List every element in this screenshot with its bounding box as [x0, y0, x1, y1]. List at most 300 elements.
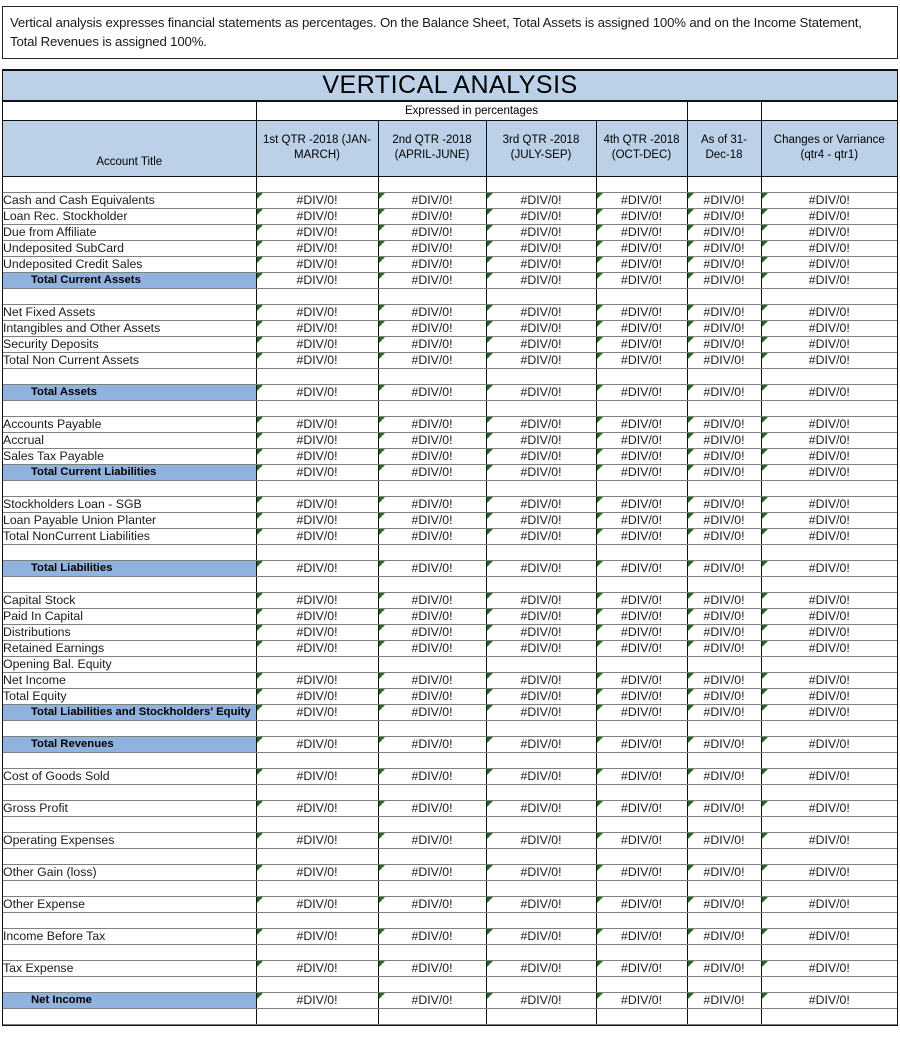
- row-label[interactable]: Net Income: [3, 672, 256, 688]
- cell-error-value[interactable]: #DIV/0!: [486, 688, 596, 704]
- cell-empty[interactable]: [256, 576, 378, 592]
- cell-error-value[interactable]: #DIV/0!: [486, 768, 596, 784]
- cell-empty[interactable]: [256, 1008, 378, 1024]
- cell-empty[interactable]: [378, 944, 486, 960]
- cell-error-value[interactable]: #DIV/0!: [687, 448, 761, 464]
- cell-error-value[interactable]: #DIV/0!: [687, 896, 761, 912]
- cell-error-value[interactable]: #DIV/0!: [687, 608, 761, 624]
- cell-empty[interactable]: [486, 976, 596, 992]
- cell-empty[interactable]: [256, 880, 378, 896]
- cell-error-value[interactable]: #DIV/0!: [486, 672, 596, 688]
- row-label[interactable]: Other Gain (loss): [3, 864, 256, 880]
- cell-error-value[interactable]: #DIV/0!: [256, 528, 378, 544]
- cell-empty[interactable]: [761, 976, 897, 992]
- row-label-total[interactable]: Total Liabilities: [3, 560, 256, 576]
- cell-empty[interactable]: [378, 176, 486, 192]
- cell-error-value[interactable]: #DIV/0!: [761, 928, 897, 944]
- cell-error-value[interactable]: #DIV/0!: [378, 928, 486, 944]
- cell-empty[interactable]: [596, 944, 687, 960]
- cell-error-value[interactable]: #DIV/0!: [256, 992, 378, 1008]
- row-label-blank[interactable]: [3, 288, 256, 304]
- cell-error-value[interactable]: #DIV/0!: [761, 704, 897, 720]
- cell-error-value[interactable]: #DIV/0!: [761, 240, 897, 256]
- cell-error-value[interactable]: #DIV/0!: [687, 208, 761, 224]
- cell-error-value[interactable]: #DIV/0!: [687, 800, 761, 816]
- cell-error-value[interactable]: #DIV/0!: [486, 800, 596, 816]
- cell-empty[interactable]: [687, 912, 761, 928]
- cell-error-value[interactable]: #DIV/0!: [256, 560, 378, 576]
- cell-empty[interactable]: [486, 784, 596, 800]
- cell-empty[interactable]: [761, 288, 897, 304]
- cell-empty[interactable]: [761, 1008, 897, 1024]
- row-label[interactable]: Loan Rec. Stockholder: [3, 208, 256, 224]
- cell-error-value[interactable]: #DIV/0!: [378, 560, 486, 576]
- cell-error-value[interactable]: #DIV/0!: [486, 256, 596, 272]
- cell-empty[interactable]: [486, 848, 596, 864]
- cell-error-value[interactable]: #DIV/0!: [761, 560, 897, 576]
- cell-error-value[interactable]: #DIV/0!: [486, 992, 596, 1008]
- cell-empty[interactable]: [596, 288, 687, 304]
- row-label[interactable]: Due from Affiliate: [3, 224, 256, 240]
- cell-error-value[interactable]: #DIV/0!: [596, 560, 687, 576]
- cell-empty[interactable]: [761, 368, 897, 384]
- cell-error-value[interactable]: #DIV/0!: [687, 432, 761, 448]
- cell-error-value[interactable]: #DIV/0!: [256, 272, 378, 288]
- row-label[interactable]: Other Expense: [3, 896, 256, 912]
- cell-error-value[interactable]: #DIV/0!: [596, 832, 687, 848]
- cell-error-value[interactable]: #DIV/0!: [761, 864, 897, 880]
- cell-empty[interactable]: [687, 976, 761, 992]
- cell-error-value[interactable]: #DIV/0!: [687, 464, 761, 480]
- row-label[interactable]: Cash and Cash Equivalents: [3, 192, 256, 208]
- cell-error-value[interactable]: #DIV/0!: [378, 336, 486, 352]
- row-label-blank[interactable]: [3, 848, 256, 864]
- cell-error-value[interactable]: #DIV/0!: [486, 224, 596, 240]
- cell-error-value[interactable]: #DIV/0!: [761, 640, 897, 656]
- cell-error-value[interactable]: #DIV/0!: [256, 960, 378, 976]
- cell-error-value[interactable]: #DIV/0!: [761, 960, 897, 976]
- cell-error-value[interactable]: #DIV/0!: [378, 416, 486, 432]
- cell-error-value[interactable]: #DIV/0!: [378, 704, 486, 720]
- cell-error-value[interactable]: #DIV/0!: [486, 304, 596, 320]
- row-label[interactable]: Undeposited SubCard: [3, 240, 256, 256]
- cell-error-value[interactable]: #DIV/0!: [687, 336, 761, 352]
- cell-error-value[interactable]: #DIV/0!: [486, 384, 596, 400]
- row-label-blank[interactable]: [3, 816, 256, 832]
- cell-error-value[interactable]: #DIV/0!: [486, 864, 596, 880]
- cell-error-value[interactable]: #DIV/0!: [256, 256, 378, 272]
- row-label[interactable]: Operating Expenses: [3, 832, 256, 848]
- cell-error-value[interactable]: #DIV/0!: [596, 192, 687, 208]
- cell-empty[interactable]: [761, 176, 897, 192]
- cell-error-value[interactable]: #DIV/0!: [596, 608, 687, 624]
- cell-error-value[interactable]: #DIV/0!: [761, 416, 897, 432]
- cell-empty[interactable]: [687, 288, 761, 304]
- cell-error-value[interactable]: #DIV/0!: [596, 336, 687, 352]
- cell-error-value[interactable]: #DIV/0!: [256, 192, 378, 208]
- row-label-total[interactable]: Total Current Liabilities: [3, 464, 256, 480]
- cell-error-value[interactable]: #DIV/0!: [256, 432, 378, 448]
- cell-error-value[interactable]: #DIV/0!: [486, 512, 596, 528]
- cell-empty[interactable]: [486, 1008, 596, 1024]
- cell-error-value[interactable]: #DIV/0!: [486, 832, 596, 848]
- cell-error-value[interactable]: #DIV/0!: [378, 384, 486, 400]
- cell-empty[interactable]: [256, 816, 378, 832]
- cell-error-value[interactable]: #DIV/0!: [486, 320, 596, 336]
- cell-error-value[interactable]: #DIV/0!: [378, 448, 486, 464]
- cell-error-value[interactable]: #DIV/0!: [378, 464, 486, 480]
- row-label[interactable]: Gross Profit: [3, 800, 256, 816]
- cell-error-value[interactable]: #DIV/0!: [256, 208, 378, 224]
- cell-empty[interactable]: [256, 784, 378, 800]
- cell-empty[interactable]: [486, 912, 596, 928]
- cell-empty[interactable]: [596, 656, 687, 672]
- cell-error-value[interactable]: #DIV/0!: [378, 352, 486, 368]
- cell-empty[interactable]: [378, 912, 486, 928]
- cell-error-value[interactable]: #DIV/0!: [687, 272, 761, 288]
- cell-error-value[interactable]: #DIV/0!: [256, 512, 378, 528]
- cell-error-value[interactable]: #DIV/0!: [596, 864, 687, 880]
- row-label[interactable]: Opening Bal. Equity: [3, 656, 256, 672]
- cell-error-value[interactable]: #DIV/0!: [761, 224, 897, 240]
- cell-error-value[interactable]: #DIV/0!: [486, 592, 596, 608]
- row-label-blank[interactable]: [3, 752, 256, 768]
- cell-error-value[interactable]: #DIV/0!: [761, 688, 897, 704]
- cell-error-value[interactable]: #DIV/0!: [378, 832, 486, 848]
- cell-error-value[interactable]: #DIV/0!: [378, 304, 486, 320]
- row-label[interactable]: Total Equity: [3, 688, 256, 704]
- cell-error-value[interactable]: #DIV/0!: [596, 224, 687, 240]
- cell-error-value[interactable]: #DIV/0!: [378, 672, 486, 688]
- cell-error-value[interactable]: #DIV/0!: [486, 336, 596, 352]
- cell-error-value[interactable]: #DIV/0!: [761, 592, 897, 608]
- cell-error-value[interactable]: #DIV/0!: [596, 240, 687, 256]
- cell-empty[interactable]: [378, 368, 486, 384]
- cell-error-value[interactable]: #DIV/0!: [596, 640, 687, 656]
- row-label[interactable]: Distributions: [3, 624, 256, 640]
- cell-error-value[interactable]: #DIV/0!: [486, 272, 596, 288]
- cell-error-value[interactable]: #DIV/0!: [596, 320, 687, 336]
- cell-empty[interactable]: [378, 752, 486, 768]
- cell-error-value[interactable]: #DIV/0!: [761, 672, 897, 688]
- cell-empty[interactable]: [596, 784, 687, 800]
- cell-empty[interactable]: [596, 848, 687, 864]
- cell-error-value[interactable]: #DIV/0!: [596, 352, 687, 368]
- cell-error-value[interactable]: #DIV/0!: [378, 272, 486, 288]
- cell-error-value[interactable]: #DIV/0!: [486, 960, 596, 976]
- cell-error-value[interactable]: #DIV/0!: [378, 896, 486, 912]
- cell-error-value[interactable]: #DIV/0!: [256, 384, 378, 400]
- cell-empty[interactable]: [256, 912, 378, 928]
- cell-error-value[interactable]: #DIV/0!: [378, 432, 486, 448]
- cell-empty[interactable]: [378, 976, 486, 992]
- cell-error-value[interactable]: #DIV/0!: [687, 704, 761, 720]
- cell-error-value[interactable]: #DIV/0!: [687, 672, 761, 688]
- cell-empty[interactable]: [687, 784, 761, 800]
- cell-error-value[interactable]: #DIV/0!: [256, 240, 378, 256]
- row-label-blank[interactable]: [3, 784, 256, 800]
- cell-empty[interactable]: [596, 400, 687, 416]
- cell-error-value[interactable]: #DIV/0!: [687, 688, 761, 704]
- cell-error-value[interactable]: #DIV/0!: [687, 560, 761, 576]
- cell-error-value[interactable]: #DIV/0!: [761, 272, 897, 288]
- cell-error-value[interactable]: #DIV/0!: [761, 320, 897, 336]
- cell-error-value[interactable]: #DIV/0!: [256, 736, 378, 752]
- cell-error-value[interactable]: #DIV/0!: [687, 992, 761, 1008]
- cell-error-value[interactable]: #DIV/0!: [256, 928, 378, 944]
- cell-error-value[interactable]: #DIV/0!: [761, 448, 897, 464]
- cell-error-value[interactable]: #DIV/0!: [596, 416, 687, 432]
- cell-empty[interactable]: [761, 752, 897, 768]
- cell-empty[interactable]: [687, 480, 761, 496]
- cell-error-value[interactable]: #DIV/0!: [486, 208, 596, 224]
- row-label-total[interactable]: Total Current Assets: [3, 272, 256, 288]
- cell-error-value[interactable]: #DIV/0!: [486, 624, 596, 640]
- cell-empty[interactable]: [687, 400, 761, 416]
- cell-error-value[interactable]: #DIV/0!: [687, 352, 761, 368]
- cell-error-value[interactable]: #DIV/0!: [596, 512, 687, 528]
- cell-empty[interactable]: [687, 1008, 761, 1024]
- row-label[interactable]: Stockholders Loan - SGB: [3, 496, 256, 512]
- cell-error-value[interactable]: #DIV/0!: [486, 528, 596, 544]
- cell-empty[interactable]: [761, 656, 897, 672]
- cell-error-value[interactable]: #DIV/0!: [378, 640, 486, 656]
- cell-empty[interactable]: [486, 720, 596, 736]
- cell-error-value[interactable]: #DIV/0!: [486, 640, 596, 656]
- cell-error-value[interactable]: #DIV/0!: [596, 464, 687, 480]
- cell-error-value[interactable]: #DIV/0!: [378, 992, 486, 1008]
- cell-error-value[interactable]: #DIV/0!: [596, 992, 687, 1008]
- cell-error-value[interactable]: #DIV/0!: [687, 528, 761, 544]
- cell-error-value[interactable]: #DIV/0!: [596, 800, 687, 816]
- cell-empty[interactable]: [596, 976, 687, 992]
- cell-empty[interactable]: [378, 784, 486, 800]
- cell-empty[interactable]: [378, 480, 486, 496]
- cell-empty[interactable]: [378, 576, 486, 592]
- cell-error-value[interactable]: #DIV/0!: [378, 192, 486, 208]
- cell-error-value[interactable]: #DIV/0!: [596, 208, 687, 224]
- cell-error-value[interactable]: #DIV/0!: [596, 384, 687, 400]
- row-label-blank[interactable]: [3, 720, 256, 736]
- cell-error-value[interactable]: #DIV/0!: [596, 896, 687, 912]
- cell-error-value[interactable]: #DIV/0!: [486, 416, 596, 432]
- cell-error-value[interactable]: #DIV/0!: [378, 320, 486, 336]
- cell-empty[interactable]: [378, 656, 486, 672]
- row-label[interactable]: Sales Tax Payable: [3, 448, 256, 464]
- row-label[interactable]: Net Fixed Assets: [3, 304, 256, 320]
- cell-error-value[interactable]: #DIV/0!: [596, 768, 687, 784]
- cell-error-value[interactable]: #DIV/0!: [486, 496, 596, 512]
- row-label[interactable]: Retained Earnings: [3, 640, 256, 656]
- cell-empty[interactable]: [256, 368, 378, 384]
- cell-error-value[interactable]: #DIV/0!: [761, 352, 897, 368]
- cell-error-value[interactable]: #DIV/0!: [378, 688, 486, 704]
- cell-error-value[interactable]: #DIV/0!: [761, 528, 897, 544]
- cell-error-value[interactable]: #DIV/0!: [256, 896, 378, 912]
- cell-error-value[interactable]: #DIV/0!: [596, 256, 687, 272]
- cell-error-value[interactable]: #DIV/0!: [486, 560, 596, 576]
- row-label-blank[interactable]: [3, 1008, 256, 1024]
- cell-empty[interactable]: [378, 288, 486, 304]
- cell-empty[interactable]: [596, 176, 687, 192]
- cell-error-value[interactable]: #DIV/0!: [378, 592, 486, 608]
- cell-empty[interactable]: [596, 544, 687, 560]
- cell-error-value[interactable]: #DIV/0!: [761, 432, 897, 448]
- cell-error-value[interactable]: #DIV/0!: [378, 864, 486, 880]
- cell-empty[interactable]: [687, 544, 761, 560]
- cell-empty[interactable]: [687, 816, 761, 832]
- cell-empty[interactable]: [378, 848, 486, 864]
- cell-error-value[interactable]: #DIV/0!: [596, 592, 687, 608]
- cell-error-value[interactable]: #DIV/0!: [761, 992, 897, 1008]
- cell-error-value[interactable]: #DIV/0!: [687, 928, 761, 944]
- cell-error-value[interactable]: #DIV/0!: [596, 704, 687, 720]
- cell-empty[interactable]: [256, 720, 378, 736]
- row-label[interactable]: Income Before Tax: [3, 928, 256, 944]
- cell-error-value[interactable]: #DIV/0!: [687, 384, 761, 400]
- cell-error-value[interactable]: #DIV/0!: [687, 320, 761, 336]
- cell-empty[interactable]: [486, 752, 596, 768]
- cell-error-value[interactable]: #DIV/0!: [761, 896, 897, 912]
- cell-empty[interactable]: [596, 912, 687, 928]
- cell-error-value[interactable]: #DIV/0!: [596, 960, 687, 976]
- cell-error-value[interactable]: #DIV/0!: [378, 624, 486, 640]
- cell-empty[interactable]: [378, 720, 486, 736]
- cell-error-value[interactable]: #DIV/0!: [378, 608, 486, 624]
- cell-empty[interactable]: [378, 1008, 486, 1024]
- cell-empty[interactable]: [761, 912, 897, 928]
- cell-empty[interactable]: [761, 544, 897, 560]
- cell-empty[interactable]: [378, 400, 486, 416]
- cell-error-value[interactable]: #DIV/0!: [761, 768, 897, 784]
- cell-empty[interactable]: [687, 576, 761, 592]
- cell-empty[interactable]: [378, 880, 486, 896]
- cell-error-value[interactable]: #DIV/0!: [256, 416, 378, 432]
- cell-empty[interactable]: [687, 848, 761, 864]
- row-label-blank[interactable]: [3, 400, 256, 416]
- cell-error-value[interactable]: #DIV/0!: [761, 496, 897, 512]
- cell-error-value[interactable]: #DIV/0!: [486, 448, 596, 464]
- cell-error-value[interactable]: #DIV/0!: [256, 464, 378, 480]
- cell-empty[interactable]: [256, 752, 378, 768]
- cell-error-value[interactable]: #DIV/0!: [596, 528, 687, 544]
- cell-error-value[interactable]: #DIV/0!: [687, 640, 761, 656]
- cell-empty[interactable]: [596, 880, 687, 896]
- row-label-blank[interactable]: [3, 912, 256, 928]
- cell-empty[interactable]: [761, 480, 897, 496]
- cell-empty[interactable]: [596, 576, 687, 592]
- cell-error-value[interactable]: #DIV/0!: [256, 832, 378, 848]
- cell-empty[interactable]: [486, 880, 596, 896]
- cell-error-value[interactable]: #DIV/0!: [687, 512, 761, 528]
- cell-error-value[interactable]: #DIV/0!: [761, 624, 897, 640]
- cell-error-value[interactable]: #DIV/0!: [378, 736, 486, 752]
- cell-empty[interactable]: [486, 400, 596, 416]
- cell-error-value[interactable]: #DIV/0!: [687, 496, 761, 512]
- cell-empty[interactable]: [761, 848, 897, 864]
- cell-error-value[interactable]: #DIV/0!: [687, 832, 761, 848]
- cell-error-value[interactable]: #DIV/0!: [596, 624, 687, 640]
- cell-error-value[interactable]: #DIV/0!: [687, 240, 761, 256]
- cell-error-value[interactable]: #DIV/0!: [256, 496, 378, 512]
- cell-error-value[interactable]: #DIV/0!: [256, 352, 378, 368]
- cell-error-value[interactable]: #DIV/0!: [486, 192, 596, 208]
- row-label-blank[interactable]: [3, 368, 256, 384]
- cell-error-value[interactable]: #DIV/0!: [486, 464, 596, 480]
- cell-error-value[interactable]: #DIV/0!: [256, 336, 378, 352]
- cell-error-value[interactable]: #DIV/0!: [687, 304, 761, 320]
- row-label[interactable]: Security Deposits: [3, 336, 256, 352]
- cell-empty[interactable]: [486, 816, 596, 832]
- cell-error-value[interactable]: #DIV/0!: [596, 304, 687, 320]
- cell-empty[interactable]: [596, 720, 687, 736]
- cell-error-value[interactable]: #DIV/0!: [687, 864, 761, 880]
- row-label[interactable]: Paid In Capital: [3, 608, 256, 624]
- cell-error-value[interactable]: #DIV/0!: [256, 688, 378, 704]
- cell-empty[interactable]: [687, 944, 761, 960]
- cell-error-value[interactable]: #DIV/0!: [761, 464, 897, 480]
- cell-empty[interactable]: [761, 576, 897, 592]
- cell-empty[interactable]: [596, 816, 687, 832]
- cell-empty[interactable]: [256, 544, 378, 560]
- cell-empty[interactable]: [378, 544, 486, 560]
- cell-error-value[interactable]: #DIV/0!: [486, 240, 596, 256]
- cell-error-value[interactable]: #DIV/0!: [687, 192, 761, 208]
- cell-error-value[interactable]: #DIV/0!: [596, 432, 687, 448]
- row-label-total[interactable]: Total Revenues: [3, 736, 256, 752]
- cell-error-value[interactable]: #DIV/0!: [256, 624, 378, 640]
- cell-error-value[interactable]: #DIV/0!: [378, 960, 486, 976]
- cell-empty[interactable]: [256, 480, 378, 496]
- cell-error-value[interactable]: #DIV/0!: [687, 960, 761, 976]
- cell-empty[interactable]: [486, 368, 596, 384]
- cell-error-value[interactable]: #DIV/0!: [378, 224, 486, 240]
- cell-error-value[interactable]: #DIV/0!: [378, 496, 486, 512]
- cell-empty[interactable]: [486, 288, 596, 304]
- cell-empty[interactable]: [596, 1008, 687, 1024]
- cell-error-value[interactable]: #DIV/0!: [486, 352, 596, 368]
- cell-error-value[interactable]: #DIV/0!: [687, 736, 761, 752]
- row-label[interactable]: Undeposited Credit Sales: [3, 256, 256, 272]
- cell-empty[interactable]: [761, 784, 897, 800]
- cell-empty[interactable]: [761, 880, 897, 896]
- row-label[interactable]: Cost of Goods Sold: [3, 768, 256, 784]
- cell-error-value[interactable]: #DIV/0!: [761, 208, 897, 224]
- row-label-total[interactable]: Total Assets: [3, 384, 256, 400]
- cell-empty[interactable]: [256, 400, 378, 416]
- cell-error-value[interactable]: #DIV/0!: [761, 800, 897, 816]
- cell-empty[interactable]: [687, 656, 761, 672]
- cell-error-value[interactable]: #DIV/0!: [687, 624, 761, 640]
- cell-error-value[interactable]: #DIV/0!: [761, 256, 897, 272]
- cell-empty[interactable]: [486, 656, 596, 672]
- cell-error-value[interactable]: #DIV/0!: [761, 608, 897, 624]
- cell-error-value[interactable]: #DIV/0!: [256, 304, 378, 320]
- cell-empty[interactable]: [256, 944, 378, 960]
- cell-empty[interactable]: [687, 880, 761, 896]
- cell-error-value[interactable]: #DIV/0!: [761, 832, 897, 848]
- row-label[interactable]: Total Non Current Assets: [3, 352, 256, 368]
- cell-empty[interactable]: [486, 576, 596, 592]
- cell-empty[interactable]: [256, 848, 378, 864]
- cell-empty[interactable]: [761, 720, 897, 736]
- row-label-total[interactable]: Total Liabilities and Stockholders' Equity: [3, 704, 256, 720]
- row-label-blank[interactable]: [3, 944, 256, 960]
- cell-error-value[interactable]: #DIV/0!: [486, 896, 596, 912]
- row-label[interactable]: Accrual: [3, 432, 256, 448]
- cell-error-value[interactable]: #DIV/0!: [486, 704, 596, 720]
- cell-error-value[interactable]: #DIV/0!: [256, 448, 378, 464]
